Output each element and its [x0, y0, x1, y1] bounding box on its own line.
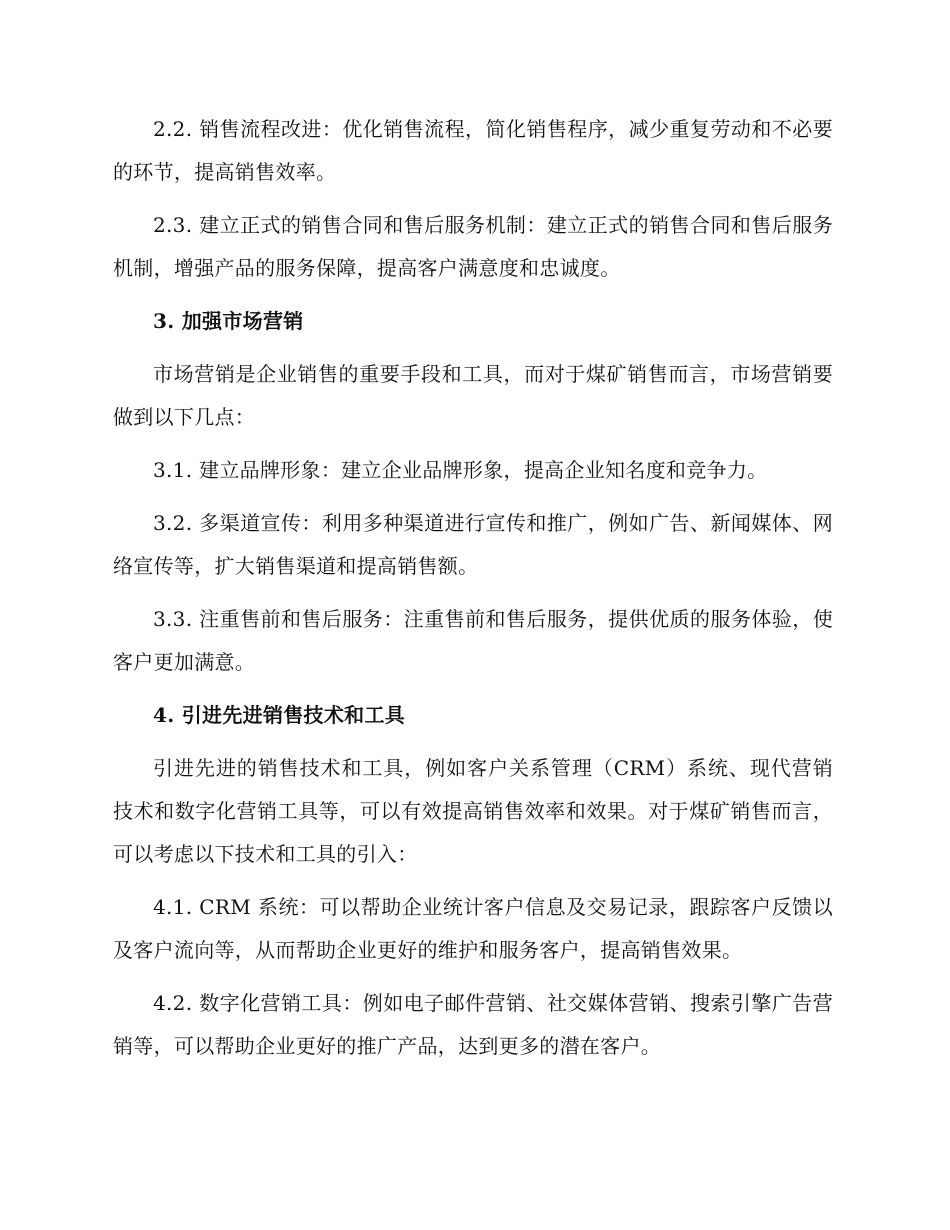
paragraph-3-3: 3.3. 注重售前和售后服务：注重售前和售后服务，提供优质的服务体验，使客户更加满意。 [113, 607, 833, 674]
paragraph-4-1: 4.1. CRM 系统：可以帮助企业统计客户信息及交易记录，跟踪客户反馈以及客户流向等，从而帮助企业更好的维护和服务客户，提高销售效果。 [113, 895, 833, 962]
document-page [113, 108, 833, 1068]
paragraph-3-1: 3.1. 建立品牌形象：建立企业品牌形象，提高企业知名度和竞争力。 [153, 458, 768, 482]
section-heading-3: 3. 加强市场营销 [153, 309, 304, 333]
paragraph-3-intro: 市场营销是企业销售的重要手段和工具，而对于煤矿销售而言，市场营销要做到以下几点： [113, 362, 833, 429]
paragraph-4-2: 4.2. 数字化营销工具：例如电子邮件营销、社交媒体营销、搜索引擎广告营销等，可以帮助企业更好的推广产品，达到更多的潜在客户。 [113, 991, 833, 1058]
paragraph-2-2: 2.2. 销售流程改进：优化销售流程，简化销售程序，减少重复劳动和不必要的环节，提高销售效率。 [113, 117, 833, 184]
paragraph-2-3: 2.3. 建立正式的销售合同和售后服务机制：建立正式的销售合同和售后服务机制，增强产品的服务保障，提高客户满意度和忠诚度。 [113, 213, 833, 280]
paragraph-4-intro: 引进先进的销售技术和工具，例如客户关系管理（CRM）系统、现代营销技术和数字化营销工具等，可以有效提高销售效率和效果。对于煤矿销售而言，可以考虑以下技术和工具的引入： [113, 756, 833, 866]
paragraph-3-2: 3.2. 多渠道宣传：利用多种渠道进行宣传和推广，例如广告、新闻媒体、网络宣传等，扩大销售渠道和提高销售额。 [113, 511, 833, 578]
section-heading-4: 4. 引进先进销售技术和工具 [153, 703, 406, 727]
